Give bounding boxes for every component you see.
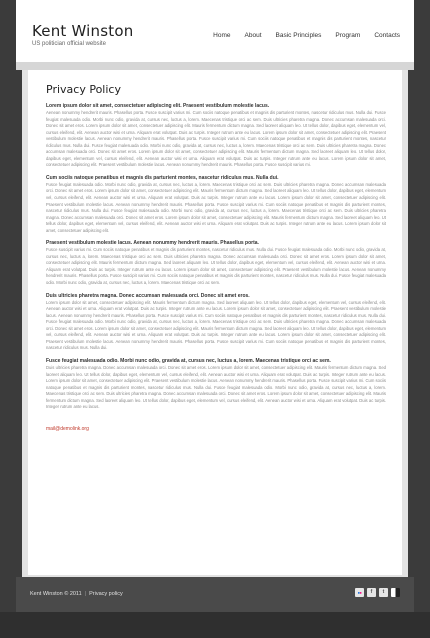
policy-section <box>46 103 386 169</box>
page-bottom <box>0 612 430 638</box>
policy-section <box>46 240 386 286</box>
delicious-icon[interactable] <box>391 588 400 597</box>
section-body: Fusce feugiat malesuada odio. Morbi nunc odio, gravida at, cursus nec, luctus a, lorem. Maecenas tristique orci ac sem. Duis ultricies pharetra magna. Donec accumsan malesuada orci. Donec sit amet eros. Lorem ipsum dolor sit amet, consectetuer adipiscing elit. Mauris fermentum dictum magna. Sed laoreet aliquam leo. Ut tellus dolor, dapibus eget, elementum vel, cursus eleifend, elit. Aenean auctor wisi et urna. Aliquam erat volutpat. Duis ac turpis. Integer rutrum ante eu lacus. Lorem ipsum dolor sit amet, consectetuer adipiscing elit. Praesent vestibulum molestie lacus. Aenean nonummy hendrerit mauris. Phasellus porta. Fusce suscipit varius mi. Cum sociis natoque penatibus et magnis dis parturient montes, nascetur ridiculus mus. Nulla dui. Fusce feugiat malesuada odio. Morbi nunc odio, gravida at, cursus nec, luctus a, lorem. Maecenas tristique orci ac sem. Duis ultricies pharetra magna. Donec accumsan malesuada orci. Donec sit amet eros. Lorem ipsum dolor sit amet, consectetuer adipiscing elit. Mauris fermentum dictum magna. Sed laoreet aliquam leo. Ut tellus dolor, dapibus eget, elementum vel, cursus eleifend, elit. Aenean auctor wisi et urna. Aliquam erat volutpat. Duis ac turpis. Integer rutrum ante eu lacus. Lorem ipsum dolor sit amet, consectetuer adipiscing elit. <box>46 181 386 233</box>
main-nav <box>213 32 400 39</box>
copyright: Kent Winston © 2011 <box>30 591 82 597</box>
policy-section <box>46 175 386 234</box>
section-body: Duis ultricies pharetra magna. Donec accumsan malesuada orci. Donec sit amet eros. Lorem ipsum dolor sit amet, consectetuer adipiscing elit. Mauris fermentum dictum magna. Sed laoreet aliquam leo. Ut tellus dolor, dapibus eget, elementum vel, cursus eleifend, elit. Aenean auctor wisi et urna. Aliquam erat volutpat. Duis ac turpis. Integer rutrum ante eu lacus. Lorem ipsum dolor sit amet, consectetuer adipiscing elit. Praesent vestibulum molestie lacus. Aenean nonummy hendrerit mauris. Phasellus porta. Fusce suscipit varius mi. Cum sociis natoque penatibus et magnis dis parturient montes, nascetur ridiculus mus. Nulla dui. Fusce feugiat malesuada odio. Morbi nunc odio, gravida at, cursus nec, luctus a, lorem. Maecenas tristique orci ac sem. Duis ultricies pharetra magna. Donec accumsan malesuada orci. Donec sit amet eros. Lorem ipsum dolor sit amet, consectetuer adipiscing elit. Mauris fermentum dictum magna. Sed laoreet aliquam leo. Ut tellus dolor, dapibus eget, elementum vel, cursus eleifend, elit. Aenean auctor wisi et urna. Aliquam erat volutpat. Duis ac turpis. Integer rutrum ante eu lacus. <box>46 364 386 410</box>
policy-section <box>46 358 386 411</box>
section-body: Fusce suscipit varius mi. Cum sociis natoque penatibus et magnis dis parturient montes, nascetur ridiculus mus. Nulla dui. Fusce feugiat malesuada odio. Morbi nunc odio, gravida at, cursus nec, luctus a, lorem. Maecenas tristique orci ac sem. Duis ultricies pharetra magna. Donec accumsan malesuada orci. Donec sit amet eros. Lorem ipsum dolor sit amet, consectetuer adipiscing elit. Mauris fermentum dictum magna. Sed laoreet aliquam leo. Ut tellus dolor, dapibus eget, elementum vel, cursus eleifend, elit. Aenean auctor wisi et urna. Aliquam erat volutpat. Duis ac turpis. Integer rutrum ante eu lacus. Lorem ipsum dolor sit amet, consectetuer adipiscing elit. Praesent vestibulum molestie lacus. Aenean nonummy hendrerit mauris. Phasellus porta. Fusce suscipit varius mi. Cum sociis natoque penatibus et magnis dis parturient montes, nascetur ridiculus mus. Nulla dui. Fusce feugiat malesuada odio. Morbi nunc odio, gravida at, cursus nec, luctus a, lorem. Maecenas tristique orci ac sem. <box>46 247 386 286</box>
nav-item-basic-principles[interactable]: Basic Principles <box>275 32 322 39</box>
section-title: Duis ultricies pharetra magna. Donec accumsan malesuada orci. Donec sit amet eros. <box>46 292 250 299</box>
header <box>16 0 414 62</box>
main-content <box>22 70 408 575</box>
footer-separator: | <box>84 591 87 597</box>
section-title: Cum sociis natoque penatibus et magnis dis parturient montes, nascetur ridiculus mus. Nulla dui. <box>46 174 279 181</box>
twitter-icon[interactable]: t <box>379 588 388 597</box>
site-logo[interactable] <box>32 24 133 47</box>
header-divider <box>16 62 414 70</box>
section-body: Lorem ipsum dolor sit amet, consectetuer adipiscing elit. Mauris fermentum dictum magna. Sed laoreet aliquam leo. Ut tellus dolor, dapibus eget, elementum vel, cursus eleifend, elit. Aenean auctor wisi et urna. Aliquam erat volutpat. Duis ac turpis. Integer rutrum ante eu lacus. Lorem ipsum dolor sit amet, consectetuer adipiscing elit. Praesent vestibulum molestie lacus. Aenean nonummy hendrerit mauris. Phasellus porta. Fusce suscipit varius mi. Cum sociis natoque penatibus et magnis dis parturient montes, nascetur ridiculus mus. Nulla dui. Fusce feugiat malesuada odio. Morbi nunc odio, gravida at, cursus nec, luctus a, lorem. Maecenas tristique orci ac sem. Duis ultricies pharetra magna. Donec accumsan malesuada orci. Donec sit amet eros. Lorem ipsum dolor sit amet, consectetuer adipiscing elit. Mauris fermentum dictum magna. Sed laoreet aliquam leo. Ut tellus dolor, dapibus eget, elementum vel, cursus eleifend, elit. Aenean auctor wisi et urna. Aliquam erat volutpat. Duis ac turpis. Integer rutrum ante eu lacus. Lorem ipsum dolor sit amet, consectetuer adipiscing elit. Praesent vestibulum molestie lacus. Aenean nonummy hendrerit mauris. Phasellus porta. Fusce suscipit varius mi. Cum sociis natoque penatibus et magnis dis parturient montes, nascetur ridiculus mus. Nulla dui. <box>46 299 386 351</box>
content-inner <box>46 83 386 435</box>
social-links <box>355 588 400 597</box>
email-link[interactable]: mail@demolink.org <box>46 425 89 432</box>
privacy-policy-link[interactable]: Privacy policy <box>89 591 123 597</box>
nav-item-about[interactable]: About <box>244 32 262 39</box>
footer-text <box>30 591 123 597</box>
section-title: Lorem ipsum dolor sit amet, consectetuer adipiscing elit. Praesent vestibulum molestie lacus. <box>46 103 270 109</box>
nav-item-program[interactable]: Program <box>335 32 361 39</box>
section-body: Aenean nonummy hendrerit mauris. Phasellus porta. Fusce suscipit varius mi. Cum sociis natoque penatibus et magnis dis parturient montes, nascetur ridiculus mus. Nulla dui. Fusce feugiat malesuada odio. Morbi nunc odio, gravida at, cursus nec, luctus a, lorem. Maecenas tristique orci ac sem. Duis ultricies pharetra magna. Donec accumsan malesuada orci. Donec sit amet eros. Lorem ipsum dolor sit amet, consectetuer adipiscing elit. Mauris fermentum dictum magna. Sed laoreet aliquam leo. Ut tellus dolor, dapibus eget, elementum vel, cursus eleifend, elit. Aenean auctor wisi et urna. Aliquam erat volutpat. Duis ac turpis. Integer rutrum ante eu lacus. Lorem ipsum dolor sit amet, consectetuer adipiscing elit. Praesent vestibulum molestie lacus. Aenean nonummy hendrerit mauris. Phasellus porta. Fusce suscipit varius mi. Cum sociis natoque penatibus et magnis dis parturient montes, nascetur ridiculus mus. Nulla dui. Fusce feugiat malesuada odio. Morbi nunc odio, gravida at, cursus nec, luctus a, lorem. Maecenas tristique orci ac sem. Duis ultricies pharetra magna. Donec accumsan malesuada orci. Donec sit amet eros. Lorem ipsum dolor sit amet, consectetuer adipiscing elit. Mauris fermentum dictum magna. Sed laoreet aliquam leo. Ut tellus dolor, dapibus eget, elementum vel, cursus eleifend, elit. Aenean auctor wisi et urna. Aliquam erat volutpat. Duis ac turpis. Integer rutrum ante eu lacus. Lorem ipsum dolor sit amet, consectetuer adipiscing elit. Praesent vestibulum molestie lacus. Aenean nonummy hendrerit mauris. Phasellus porta. Fusce suscipit varius mi. <box>46 110 386 168</box>
site-subtitle: US politician official website <box>32 41 106 47</box>
section-title: Fusce feugiat malesuada odio. Morbi nunc odio, gravida at, cursus nec, luctus a, lorem. Maecenas tristique orci ac sem. <box>46 357 331 364</box>
flickr-icon[interactable]: ●● <box>355 588 364 597</box>
page-title: Privacy Policy <box>46 83 121 96</box>
section-title: Praesent vestibulum molestie lacus. Aenean nonummy hendrerit mauris. Phasellus porta. <box>46 240 259 247</box>
site-title[interactable]: Kent Winston <box>32 22 134 40</box>
footer <box>16 577 414 612</box>
policy-section <box>46 293 386 352</box>
nav-item-home[interactable]: Home <box>213 32 231 39</box>
nav-item-contacts[interactable]: Contacts <box>374 32 400 39</box>
facebook-icon[interactable]: f <box>367 588 376 597</box>
